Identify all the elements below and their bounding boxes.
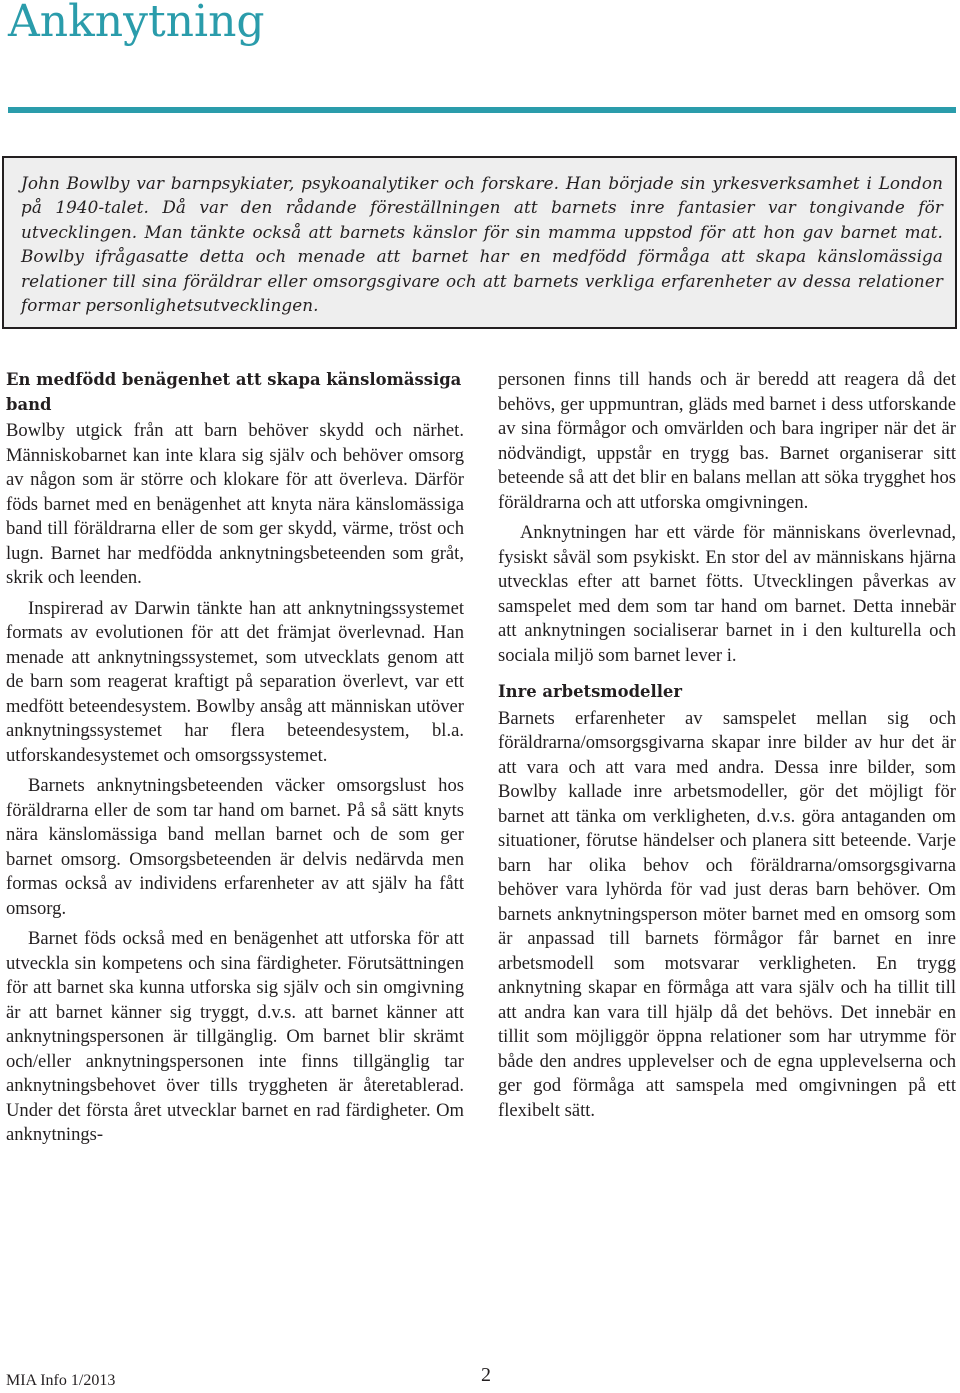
body-paragraph: personen finns till hands och är beredd att reagera då det behövs, ger uppmuntran, gläds med barnet i dess utforskande av sina förmågor och omvärlden och bara ingriper när det är nödvändigt, uppstår en trygg bas. Barnet organiserar sitt beteende så att det blir en balans mellan att söka trygghet hos föräldrarna och att utforska omgivningen.: [498, 369, 956, 513]
right-column: [498, 368, 956, 1123]
intro-text: John Bowlby var barnpsykiater, psykoanalytiker och forskare. Han började sin yrkesverksamhet i London på 1940-talet. Då var den rådande föreställningen att barnets inre fantasier var tongivande för utvecklingen. Man tänkte också att barnets känslor för sin mamma uppstod för att hon gav barnet mat. Bowlby ifrågasatte detta och menade att barnet har en medfödd förmåga att skapa känslomässiga relationer till sina föräldrar eller omsorgsgivare och att barnets verkliga erfarenheter av dessa relationer formar personlighetsutvecklingen.: [21, 173, 943, 316]
section-heading-inner-working-models: Inre arbetsmodeller: [498, 682, 682, 701]
page-number: 2: [481, 1364, 491, 1386]
section-heading-attachment-bond: En medfödd benägenhet att skapa känslomässiga band: [6, 370, 462, 414]
title-divider: [8, 107, 956, 113]
left-column: [6, 368, 464, 1148]
body-paragraph: Anknytningen har ett värde för människans överlevnad, fysiskt såväl som psykiskt. En stor del av människans hjärna utvecklas efter att barnet fötts. Utvecklingen påverkas av samspelet med dem som tar hand om barnet. Detta innebär att anknytningen socialiserar barnet in i den kulturella och sociala miljö som barnet lever i.: [498, 522, 956, 666]
body-paragraph: Barnet föds också med en benägenhet att utforska för att utveckla sin kompetens och sina färdigheter. Förutsättningen för att barnet ska kunna utforska sig själv och sin omgivning är att barnet känner sig tryggt, d.v.s. att barnet känner att anknytningspersonen är tillgänglig. Om barnet blir skrämt och/eller anknytningspersonen inte finns tillgänglig tar anknytningsbehovet över tills tryggheten är återetablerad. Under det första året utvecklar barnet en rad färdigheter. Om anknytnings-: [6, 928, 464, 1145]
page-title: Anknytning: [8, 0, 265, 47]
footer-publication: MIA Info 1/2013: [6, 1372, 116, 1389]
body-paragraph: Inspirerad av Darwin tänkte han att anknytningssystemet formats av evolutionen för att det främjat överlevnad. Han menade att anknytningssystemet, som utvecklats genom att de barn som reagerat kraftigt på separation överlevt, var ett medfött beteendesystem. Bowlby ansåg att människan utöver anknytningssystemet har flera beteendesystem, bl.a. utforskandesystemet och omsorgssystemet.: [6, 597, 464, 766]
intro-box: [2, 156, 957, 329]
body-paragraph: Barnets erfarenheter av samspelet mellan sig och föräldrarna/omsorgsgivarna skapar inre bilder av hur det är att vara och att vara med andra. Dessa inre bilder, som Bowlby kallade inre arbetsmodeller, gör det möjligt för barnet att tänka om verkligheten, d.v.s. göra antaganden om situationer, förutse händelser och planera sitt beteende. Varje barn har olika behov och föräldrarna/omsorgsgivarna behöver vara lyhörda för vad just deras barn behöver. Om barnets anknytningsperson möter barnet med en omsorg som är anpassad till barnets förmågor får barnet en inre arbetsmodell som motsvarar verkligheten. En trygg anknytning skapar en förmåga att vara själv och ha tillit till att andra kan vara till hjälp då det behövs. Det innebär en tillit som möjliggör öppna relationer som har utrymme för både den andres upplevelser och de egna upplevelserna och ger god förmåga att samspela med omgivningen på ett flexibelt sätt.: [498, 707, 956, 1121]
body-paragraph: Barnets anknytningsbeteenden väcker omsorgslust hos föräldrarna eller de som tar hand om barnet. På så sätt knyts nära känslomässiga band mellan barnet och de som ger barnet omsorg. Omsorgsbeteenden är delvis nedärvda men formas också av individens erfarenheter av att själv ha fått omsorg.: [6, 775, 464, 919]
body-paragraph: Bowlby utgick från att barn behöver skydd och närhet. Människobarnet kan inte klara sig själv och behöver omsorg av någon som är större och klokare för att överleva. Därför föds barnet med en benägenhet att knyta nära känslomässiga band till föräldrarna eller de som ger skydd, värme, tröst och lugn. Barnet har medfödda anknytningsbeteenden som gråt, skrik och leenden.: [6, 420, 464, 588]
